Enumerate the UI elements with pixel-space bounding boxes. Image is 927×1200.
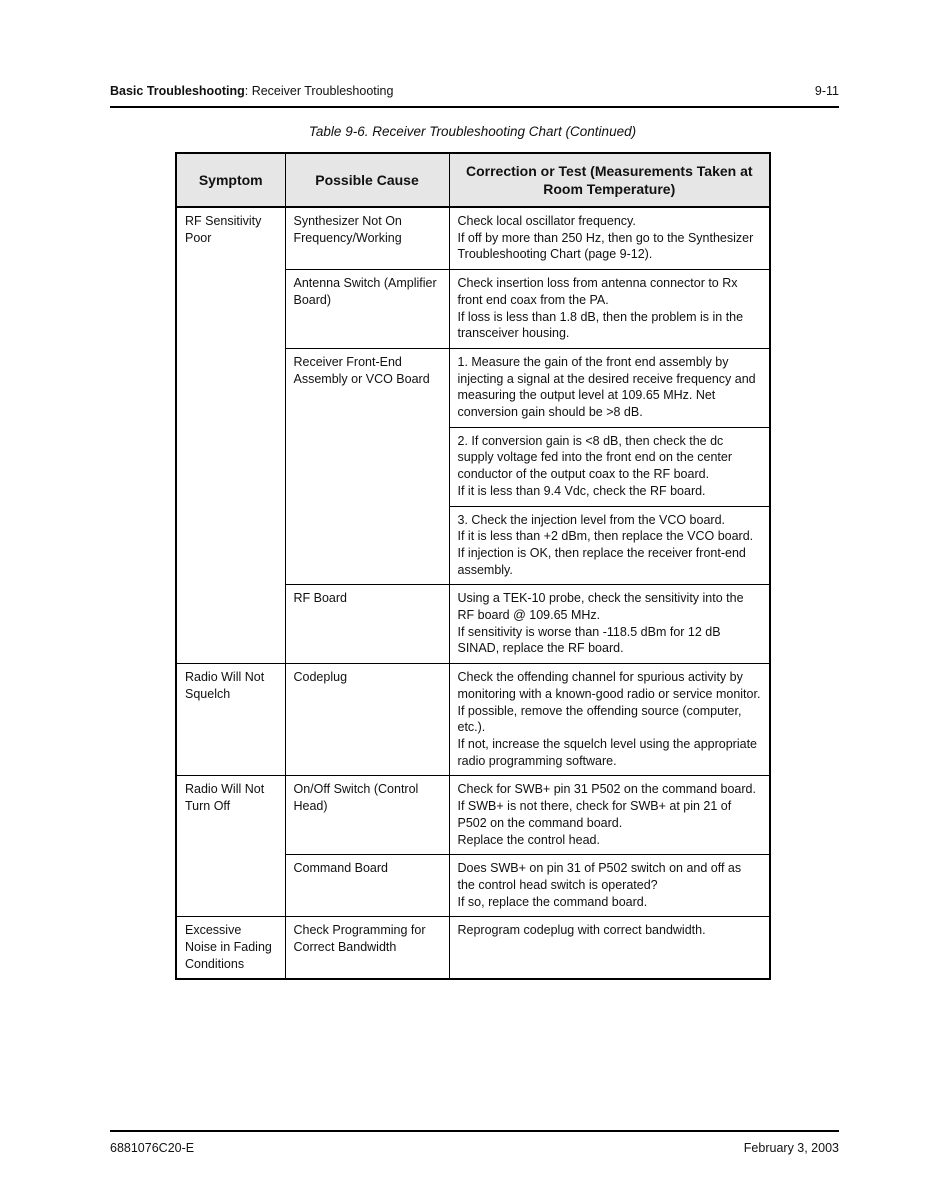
table-header-row — [176, 153, 770, 207]
symptom-cell-continued — [176, 427, 285, 506]
correction-line: If it is less than +2 dBm, then replace the VCO board. — [457, 529, 754, 544]
correction-cell — [449, 270, 770, 349]
table-row — [176, 855, 770, 917]
correction-cell — [449, 664, 770, 776]
header-rule — [110, 106, 839, 108]
correction-cell — [449, 427, 770, 506]
cause-cell: Synthesizer Not On Frequency/Working — [285, 207, 449, 270]
correction-line: 1. Measure the gain of the front end assembly by injecting a signal at the desired receive frequency and measuring the output level at 109.65 MHz. Net conversion gain should be >8 dB. — [457, 354, 756, 420]
correction-line: If so, replace the command board. — [457, 894, 648, 909]
table-row — [176, 270, 770, 349]
table-row — [176, 776, 770, 855]
correction-line: If sensitivity is worse than -118.5 dBm for 12 dB SINAD, replace the RF board. — [457, 624, 721, 656]
symptom-cell: Radio Will Not Squelch — [176, 664, 285, 776]
table-row — [176, 207, 770, 270]
table-row — [176, 917, 770, 980]
publication-date: February 3, 2003 — [743, 1141, 839, 1155]
cause-cell: Antenna Switch (Amplifier Board) — [285, 270, 449, 349]
correction-line: If loss is less than 1.8 dB, then the problem is in the transceiver housing. — [457, 309, 744, 341]
correction-line: If SWB+ is not there, check for SWB+ at pin 21 of P502 on the command board. — [457, 799, 732, 830]
column-header-symptom: Symptom — [176, 153, 285, 207]
correction-line: If it is less than 9.4 Vdc, check the RF board. — [457, 483, 706, 498]
table-row — [176, 664, 770, 776]
correction-line: Check the offending channel for spurious activity by monitoring with a known-good radio or service monitor. — [457, 670, 761, 701]
correction-line: 3. Check the injection level from the VCO board. — [457, 512, 725, 527]
column-header-cause: Possible Cause — [285, 153, 449, 207]
table-caption: Table 9-6. Receiver Troubleshooting Chart (Continued) — [308, 124, 637, 139]
table-row — [176, 427, 770, 506]
symptom-cell-continued — [176, 585, 285, 664]
cause-cell: RF Board — [285, 585, 449, 664]
cause-cell: On/Off Switch (Control Head) — [285, 776, 449, 855]
correction-line: Check local oscillator frequency. — [457, 214, 636, 228]
column-header-correction: Correction or Test (Measurements Taken at Room Temperature) — [449, 153, 770, 207]
symptom-cell-continued — [176, 270, 285, 349]
correction-line: If not, increase the squelch level using the appropriate radio programming software. — [457, 736, 757, 768]
cause-cell: Codeplug — [285, 664, 449, 776]
cause-cell: Command Board — [285, 855, 449, 917]
page-header — [110, 84, 839, 102]
correction-cell — [449, 585, 770, 664]
symptom-cell-continued — [176, 506, 285, 585]
table-row — [176, 348, 770, 427]
correction-line: Using a TEK-10 probe, check the sensitivity into the RF board @ 109.65 MHz. — [457, 591, 744, 623]
symptom-cell-continued — [176, 348, 285, 427]
correction-line: Check for SWB+ pin 31 P502 on the command board. — [457, 782, 756, 797]
page-number: 9-11 — [814, 84, 839, 98]
table-row — [176, 506, 770, 585]
cause-cell: Receiver Front-End Assembly or VCO Board — [285, 348, 449, 427]
section-title — [110, 84, 393, 98]
correction-line: Does SWB+ on pin 31 of P502 switch on and off as the control head switch is operated? — [457, 861, 742, 892]
correction-line: Check insertion loss from antenna connector to Rx front end coax from the PA. — [457, 276, 738, 307]
correction-cell — [449, 855, 770, 917]
table-body — [176, 207, 770, 979]
correction-line: Replace the control head. — [457, 832, 600, 847]
footer-rule — [110, 1130, 839, 1132]
troubleshooting-table — [175, 152, 771, 980]
table-row — [176, 585, 770, 664]
section-title-bold: Basic Troubleshooting — [110, 84, 245, 98]
cause-cell-continued — [285, 506, 449, 585]
cause-cell-continued — [285, 427, 449, 506]
symptom-cell: RF Sensitivity Poor — [176, 207, 285, 270]
correction-cell — [449, 917, 770, 980]
correction-cell — [449, 506, 770, 585]
correction-line: If injection is OK, then replace the receiver front-end assembly. — [457, 545, 746, 577]
page-footer — [110, 1141, 839, 1159]
correction-line: If off by more than 250 Hz, then go to the Synthesizer Troubleshooting Chart (page 9-12). — [457, 230, 754, 262]
correction-line: 2. If conversion gain is <8 dB, then check the dc supply voltage fed into the front end on the center conductor of the output coax to the RF board. — [457, 433, 732, 482]
correction-cell — [449, 776, 770, 855]
section-title-rest: : Receiver Troubleshooting — [244, 84, 394, 98]
symptom-cell: Excessive Noise in Fading Conditions — [176, 917, 285, 980]
correction-line: If possible, remove the offending source (computer, etc.). — [457, 703, 742, 735]
symptom-cell-continued — [176, 855, 285, 917]
correction-line: Reprogram codeplug with correct bandwidth. — [457, 923, 706, 938]
document-number: 6881076C20-E — [110, 1141, 195, 1155]
correction-cell — [449, 348, 770, 427]
correction-cell — [449, 207, 770, 270]
symptom-cell: Radio Will Not Turn Off — [176, 776, 285, 855]
cause-cell: Check Programming for Correct Bandwidth — [285, 917, 449, 980]
